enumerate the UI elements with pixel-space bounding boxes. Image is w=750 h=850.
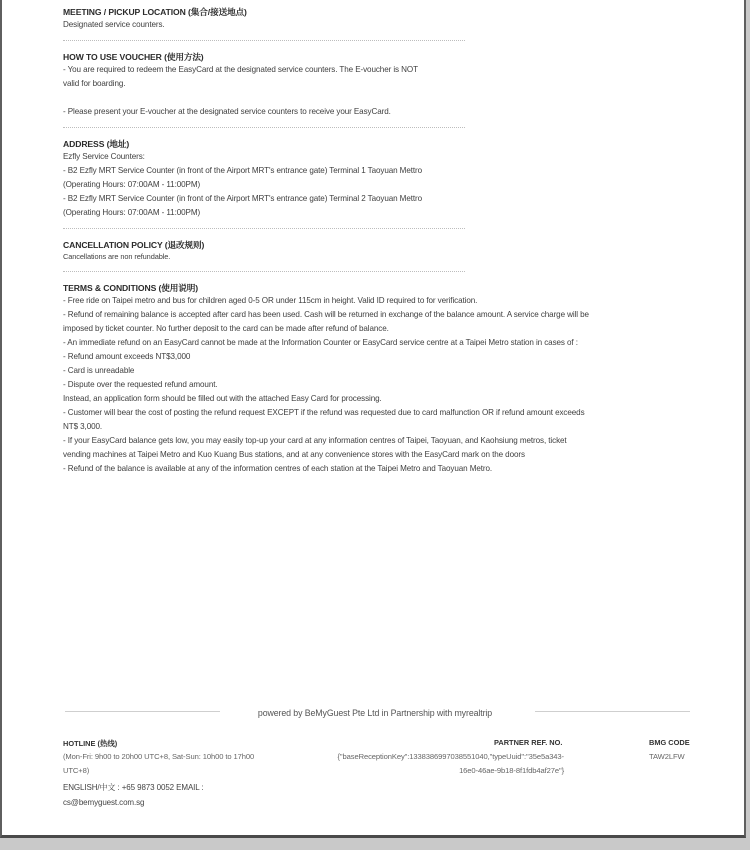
voucher-heading: HOW TO USE VOUCHER (使用方法) — [63, 52, 204, 62]
voucher-line: - You are required to redeem the EasyCard at the designated service counters. The E-voucher is NOT — [63, 65, 418, 74]
cancellation-heading: CANCELLATION POLICY (退改规则) — [63, 240, 205, 250]
hotline-phone: ENGLISH/中文 : +65 9873 0052 EMAIL : — [63, 783, 204, 792]
section-divider — [63, 40, 465, 41]
partner-ref-value — [283, 750, 564, 778]
address-line: Ezfly Service Counters: — [63, 152, 145, 161]
terms-line: - Free ride on Taipei metro and bus for children aged 0-5 OR under 115cm in height. Valid ID required to for verification. — [63, 296, 478, 305]
voucher-line: - Please present your E-voucher at the designated service counters to receive your EasyCard. — [63, 107, 391, 116]
address-line: (Operating Hours: 07:00AM - 11:00PM) — [63, 208, 201, 217]
section-divider — [63, 271, 465, 272]
partner-ref-line: 16e0-46ae-9b18-8f1fdb4af27e"} — [459, 766, 564, 775]
terms-line: Instead, an application form should be filled out with the attached Easy Card for processing. — [63, 394, 382, 403]
terms-line: - Refund of the balance is available at any of the information centres of each station at the Taipei Metro and Taoyuan Metro. — [63, 464, 493, 473]
hotline-hours-line: UTC+8) — [63, 766, 90, 775]
section-divider — [63, 228, 465, 229]
meeting-heading: MEETING / PICKUP LOCATION (集合/接送地点) — [63, 7, 247, 17]
terms-line: NT$ 3,000. — [63, 422, 103, 431]
partner-ref-line: {"baseReceptionKey":1338386997038551040,"typeUuid":"35e5a343- — [337, 752, 564, 761]
terms-line: - Card is unreadable — [63, 366, 135, 375]
partner-ref-label: PARTNER REF. NO. — [494, 738, 563, 747]
support-email[interactable]: cs@bemyguest.com.sg — [63, 798, 145, 807]
address-line: - B2 Ezfly MRT Service Counter (in front of the Airport MRT's entrance gate) Terminal 2 Taoyuan Mettro — [63, 194, 423, 203]
cancellation-section — [63, 239, 465, 263]
terms-heading: TERMS & CONDITIONS (使用说明) — [63, 283, 198, 293]
bmg-code-label: BMG CODE — [649, 738, 690, 747]
meeting-text: Designated service counters. — [63, 20, 165, 29]
voucher-line: valid for boarding. — [63, 79, 126, 88]
address-line: (Operating Hours: 07:00AM - 11:00PM) — [63, 180, 201, 189]
terms-line: imposed by ticket counter. No further deposit to the card can be made after refund of balance. — [63, 324, 389, 333]
hotline-contact — [63, 780, 204, 810]
terms-line: vending machines at Taipei Metro and Kuo Kuang Bus stations, and at any convenience stores with the EasyCard mark on the doors — [63, 450, 525, 459]
terms-section — [63, 282, 653, 476]
terms-line: - An immediate refund on an EasyCard cannot be made at the Information Counter or EasyCard service centre at a Taipei Metro station in cases of : — [63, 338, 578, 347]
address-section — [63, 138, 465, 220]
section-divider — [63, 127, 465, 128]
hotline-label: HOTLINE (热线) — [63, 739, 118, 748]
voucher-content — [63, 6, 653, 476]
terms-line: - Refund amount exceeds NT$3,000 — [63, 352, 191, 361]
address-line: - B2 Ezfly MRT Service Counter (in front of the Airport MRT's entrance gate) Terminal 1 Taoyuan Mettro — [63, 166, 423, 175]
terms-line: - Customer will bear the cost of posting the refund request EXCEPT if the refund was requested due to card malfunction OR if refund amount exceeds — [63, 408, 585, 417]
terms-line: - If your EasyCard balance gets low, you may easily top-up your card at any information centres of Taipei, Taoyuan, and Kaohsiung metros, ticket — [63, 436, 567, 445]
hotline-hours — [63, 750, 254, 778]
terms-line: - Refund of remaining balance is accepted after card has been used. Cash will be returned in exchange of the balance amount. A service charge will be — [63, 310, 589, 319]
footer-powered-by — [2, 708, 748, 718]
meeting-section — [63, 6, 465, 32]
terms-line: - Dispute over the requested refund amount. — [63, 380, 218, 389]
voucher-section — [63, 51, 465, 119]
hotline-hours-line: (Mon-Fri: 9h00 to 20h00 UTC+8, Sat-Sun: 10h00 to 17h00 — [63, 752, 255, 761]
bmg-code-value: TAW2LFW — [649, 752, 685, 761]
address-heading: ADDRESS (地址) — [63, 139, 130, 149]
powered-by-text: powered by BeMyGuest Pte Ltd in Partnership with myrealtrip — [254, 708, 496, 718]
cancellation-text: Cancellations are non refundable. — [63, 252, 171, 261]
